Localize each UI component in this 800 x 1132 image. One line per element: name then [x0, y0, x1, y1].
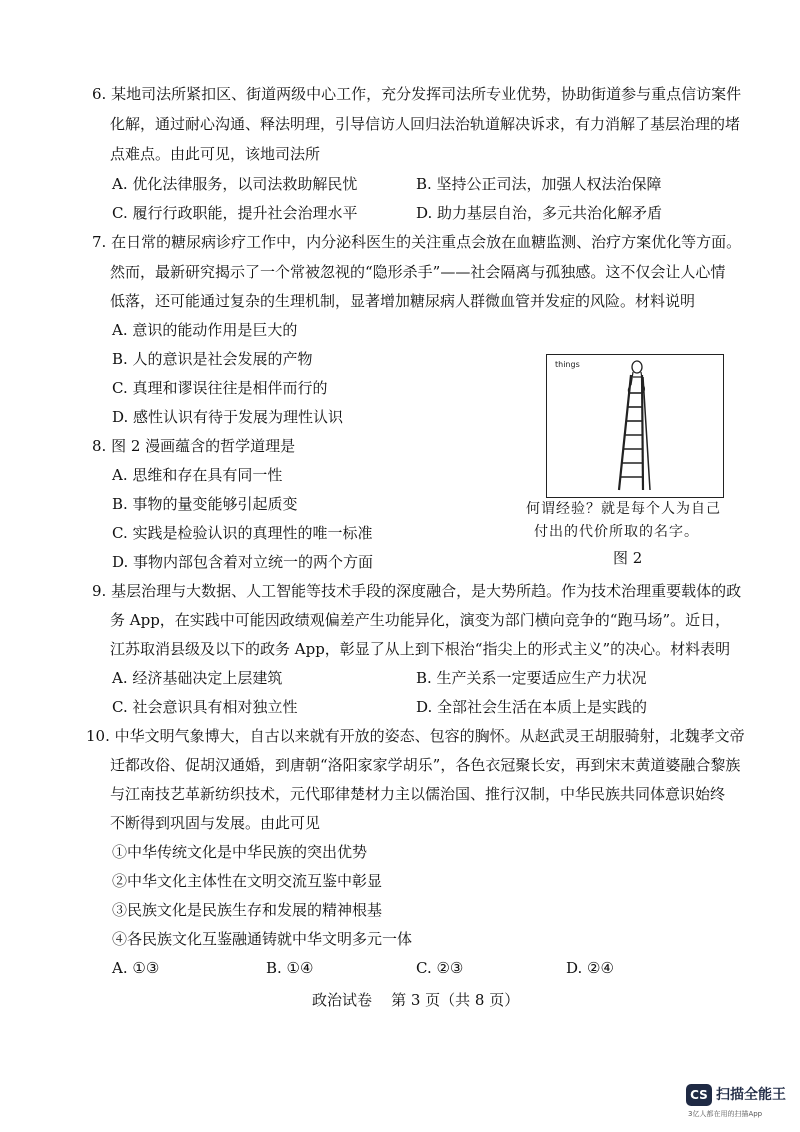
q10-stem-line-2: 迁都改俗、促胡汉通婚，到唐朝“洛阳家家学胡乐”，各色衣冠聚长安，再到宋末黄道婆融合黎族: [110, 756, 741, 774]
q7-stem-line-3: 低落，还可能通过复杂的生理机制，显著增加糖尿病人群微血管并发症的风险。材料说明: [110, 292, 696, 310]
q10-statement-3: ③民族文化是民族生存和发展的精神根基: [112, 901, 383, 919]
q9-stem-line-3: 江苏取消县级及以下的政务 App，彰显了从上到下根治“指尖上的形式主义”的决心。材料表明: [110, 640, 731, 658]
q6-option-a: A. 优化法律服务，以司法救助解民忧: [112, 175, 358, 193]
q10-option-d: D. ②④: [566, 959, 614, 977]
figure-2-caption-line-2: 付出的代价所取的名字。: [534, 524, 699, 540]
q9-option-b: B. 生产关系一定要适应生产力状况: [416, 669, 647, 687]
q7-option-a: A. 意识的能动作用是巨大的: [112, 321, 298, 339]
q8-option-b: B. 事物的量变能够引起质变: [112, 495, 298, 513]
q6-option-c: C. 履行行政职能，提升社会治理水平: [112, 204, 358, 222]
q10-stem-line-1: 10. 中华文明气象博大，自古以来就有开放的姿态、包容的胸怀。从赵武灵王胡服骑射，北魏孝文帝: [86, 727, 745, 745]
ladder-illustration: [547, 355, 722, 496]
q6-option-b: B. 坚持公正司法，加强人权法治保障: [416, 175, 662, 193]
q7-option-b: B. 人的意识是社会发展的产物: [112, 350, 313, 368]
q7-option-c: C. 真理和谬误往往是相伴而行的: [112, 379, 328, 397]
page-footer: 政治试卷 第 3 页（共 8 页）: [312, 991, 520, 1009]
q7-option-d: D. 感性认识有待于发展为理性认识: [112, 408, 344, 426]
q10-statement-1: ①中华传统文化是中华民族的突出优势: [112, 843, 368, 861]
q10-statement-2: ②中华文化主体性在文明交流互鉴中彰显: [112, 872, 383, 890]
camscanner-logo-icon: CS: [686, 1084, 712, 1106]
figure-2-label: 图 2: [613, 549, 643, 567]
q10-option-a: A. ①③: [112, 959, 160, 977]
q7-stem-line-2: 然而，最新研究揭示了一个常被忽视的“隐形杀手”——社会隔离与孤独感。这不仅会让人心情: [110, 263, 726, 281]
figure-2-caption-line-1: 何谓经验？就是每个人为自己: [526, 501, 721, 517]
q9-option-a: A. 经济基础决定上层建筑: [112, 669, 283, 687]
q6-stem-line-1: 6. 某地司法所紧扣区、街道两级中心工作，充分发挥司法所专业优势，协助街道参与重点信访案件: [92, 85, 742, 103]
cartoon-sign: things: [555, 360, 580, 369]
q6-option-d: D. 助力基层自治，多元共治化解矛盾: [416, 204, 663, 222]
q8-option-c: C. 实践是检验认识的真理性的唯一标准: [112, 524, 373, 542]
q9-option-c: C. 社会意识具有相对独立性: [112, 698, 298, 716]
q9-stem-line-1: 9. 基层治理与大数据、人工智能等技术手段的深度融合，是大势所趋。作为技术治理重要载体的政: [92, 582, 742, 600]
q10-option-b: B. ①④: [266, 959, 314, 977]
q8-option-d: D. 事物内部包含着对立统一的两个方面: [112, 553, 374, 571]
q10-option-c: C. ②③: [416, 959, 464, 977]
camscanner-tagline: 3亿人都在用的扫描App: [688, 1110, 763, 1118]
q9-stem-line-2: 务 App，在实践中可能因政绩观偏差产生功能异化，演变为部门横向竞争的“跑马场”。近日，: [110, 611, 731, 629]
q6-stem-line-3: 点难点。由此可见，该地司法所: [110, 145, 321, 163]
camscanner-brand: 扫描全能王: [716, 1087, 786, 1103]
q10-stem-line-4: 不断得到巩固与发展。由此可见: [110, 814, 321, 832]
q9-option-d: D. 全部社会生活在本质上是实践的: [416, 698, 648, 716]
q7-stem-line-1: 7. 在日常的糖尿病诊疗工作中，内分泌科医生的关注重点会放在血糖监测、治疗方案优化等方面。: [92, 233, 742, 251]
q8-stem: 8. 图 2 漫画蕴含的哲学道理是: [92, 437, 296, 455]
figure-2-cartoon: [546, 354, 724, 498]
q10-stem-line-3: 与江南技艺革新纺织技术，元代耶律楚材力主以儒治国、推行汉制，中华民族共同体意识始终: [110, 785, 726, 803]
q10-statement-4: ④各民族文化互鉴融通铸就中华文明多元一体: [112, 930, 413, 948]
q8-option-a: A. 思维和存在具有同一性: [112, 466, 283, 484]
q6-stem-line-2: 化解，通过耐心沟通、释法明理，引导信访人回归法治轨道解决诉求，有力消解了基层治理的堵: [110, 115, 741, 133]
